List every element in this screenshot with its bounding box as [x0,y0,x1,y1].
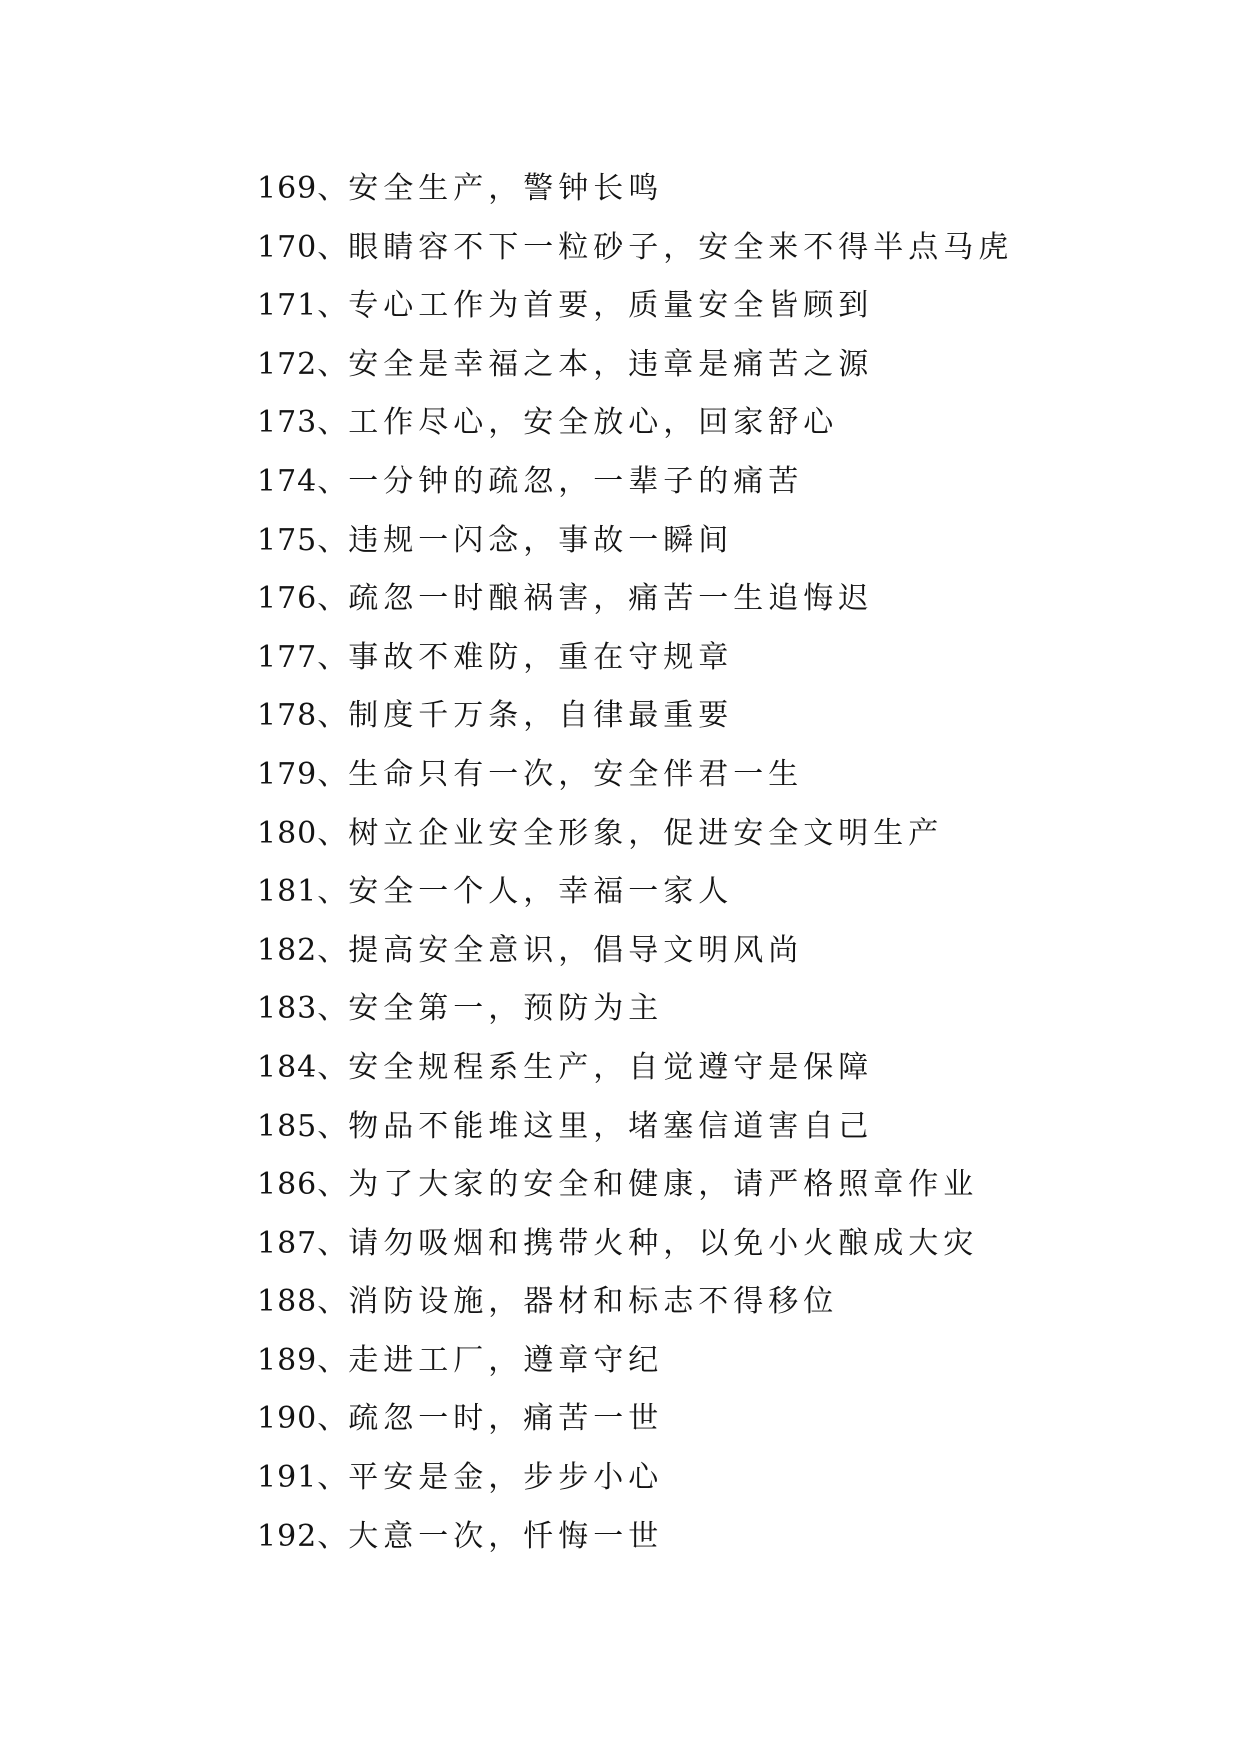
list-item [257,980,1157,1039]
item-number: 171、 [257,288,349,324]
item-text: 违规一闪念，事故一瞬间 [348,522,734,558]
item-number: 179、 [257,756,349,792]
item-number: 182、 [257,932,349,968]
item-number: 184、 [257,1049,349,1085]
item-number: 176、 [257,581,349,617]
item-text: 平安是金，步步小心 [348,1460,664,1496]
item-text: 安全规程系生产，自觉遵守是保障 [348,1049,874,1085]
item-text: 请勿吸烟和携带火种，以免小火酿成大灾 [348,1225,979,1261]
slogan-list [257,160,1157,1566]
item-text: 大意一次，忏悔一世 [348,1518,664,1554]
item-text: 一分钟的疏忽，一辈子的痛苦 [348,463,804,499]
item-number: 186、 [257,1167,349,1203]
item-number: 175、 [257,522,349,558]
list-item [257,922,1157,981]
list-item [257,394,1157,453]
item-text: 眼睛容不下一粒砂子，安全来不得半点马虎 [348,229,1014,265]
item-number: 189、 [257,1342,349,1378]
list-item [257,805,1157,864]
item-text: 树立企业安全形象，促进安全文明生产 [348,815,944,851]
list-item [257,1273,1157,1332]
item-text: 物品不能堆这里，堵塞信道害自己 [348,1108,874,1144]
list-item [257,1390,1157,1449]
item-number: 192、 [257,1518,349,1554]
item-text: 安全是幸福之本，违章是痛苦之源 [348,346,874,382]
item-text: 提高安全意识，倡导文明风尚 [348,932,804,968]
item-number: 180、 [257,815,349,851]
item-number: 172、 [257,346,349,382]
item-text: 制度千万条，自律最重要 [348,698,734,734]
item-text: 走进工厂，遵章守纪 [348,1342,664,1378]
item-number: 170、 [257,229,349,265]
item-number: 188、 [257,1284,349,1320]
list-item [257,863,1157,922]
list-item [257,570,1157,629]
item-number: 190、 [257,1401,349,1437]
item-text: 生命只有一次，安全伴君一生 [348,756,804,792]
item-text: 疏忽一时酿祸害，痛苦一生追悔迟 [348,581,874,617]
list-item [257,453,1157,512]
item-text: 安全一个人，幸福一家人 [348,874,734,910]
list-item [257,219,1157,278]
item-number: 178、 [257,698,349,734]
list-item [257,160,1157,219]
list-item [257,1332,1157,1391]
list-item [257,336,1157,395]
item-number: 183、 [257,991,349,1027]
list-item [257,1449,1157,1508]
item-text: 为了大家的安全和健康，请严格照章作业 [348,1167,979,1203]
item-text: 安全生产，警钟长鸣 [348,171,664,206]
list-item [257,1156,1157,1215]
item-number: 181、 [257,874,349,910]
item-number: 191、 [257,1460,349,1496]
item-text: 安全第一，预防为主 [348,991,664,1027]
item-text: 专心工作为首要，质量安全皆顾到 [348,288,874,324]
list-item [257,1215,1157,1274]
item-number: 169、 [257,171,349,206]
item-number: 173、 [257,405,349,441]
list-item [257,1098,1157,1157]
list-item [257,277,1157,336]
list-item [257,687,1157,746]
item-number: 174、 [257,463,349,499]
list-item [257,512,1157,571]
list-item [257,746,1157,805]
list-item [257,1039,1157,1098]
item-number: 187、 [257,1225,349,1261]
item-number: 177、 [257,639,349,675]
list-item [257,629,1157,688]
item-number: 185、 [257,1108,349,1144]
item-text: 疏忽一时，痛苦一世 [348,1401,664,1437]
item-text: 事故不难防，重在守规章 [348,639,734,675]
item-text: 消防设施，器材和标志不得移位 [348,1284,839,1320]
list-item [257,1508,1157,1567]
item-text: 工作尽心，安全放心，回家舒心 [348,405,839,441]
